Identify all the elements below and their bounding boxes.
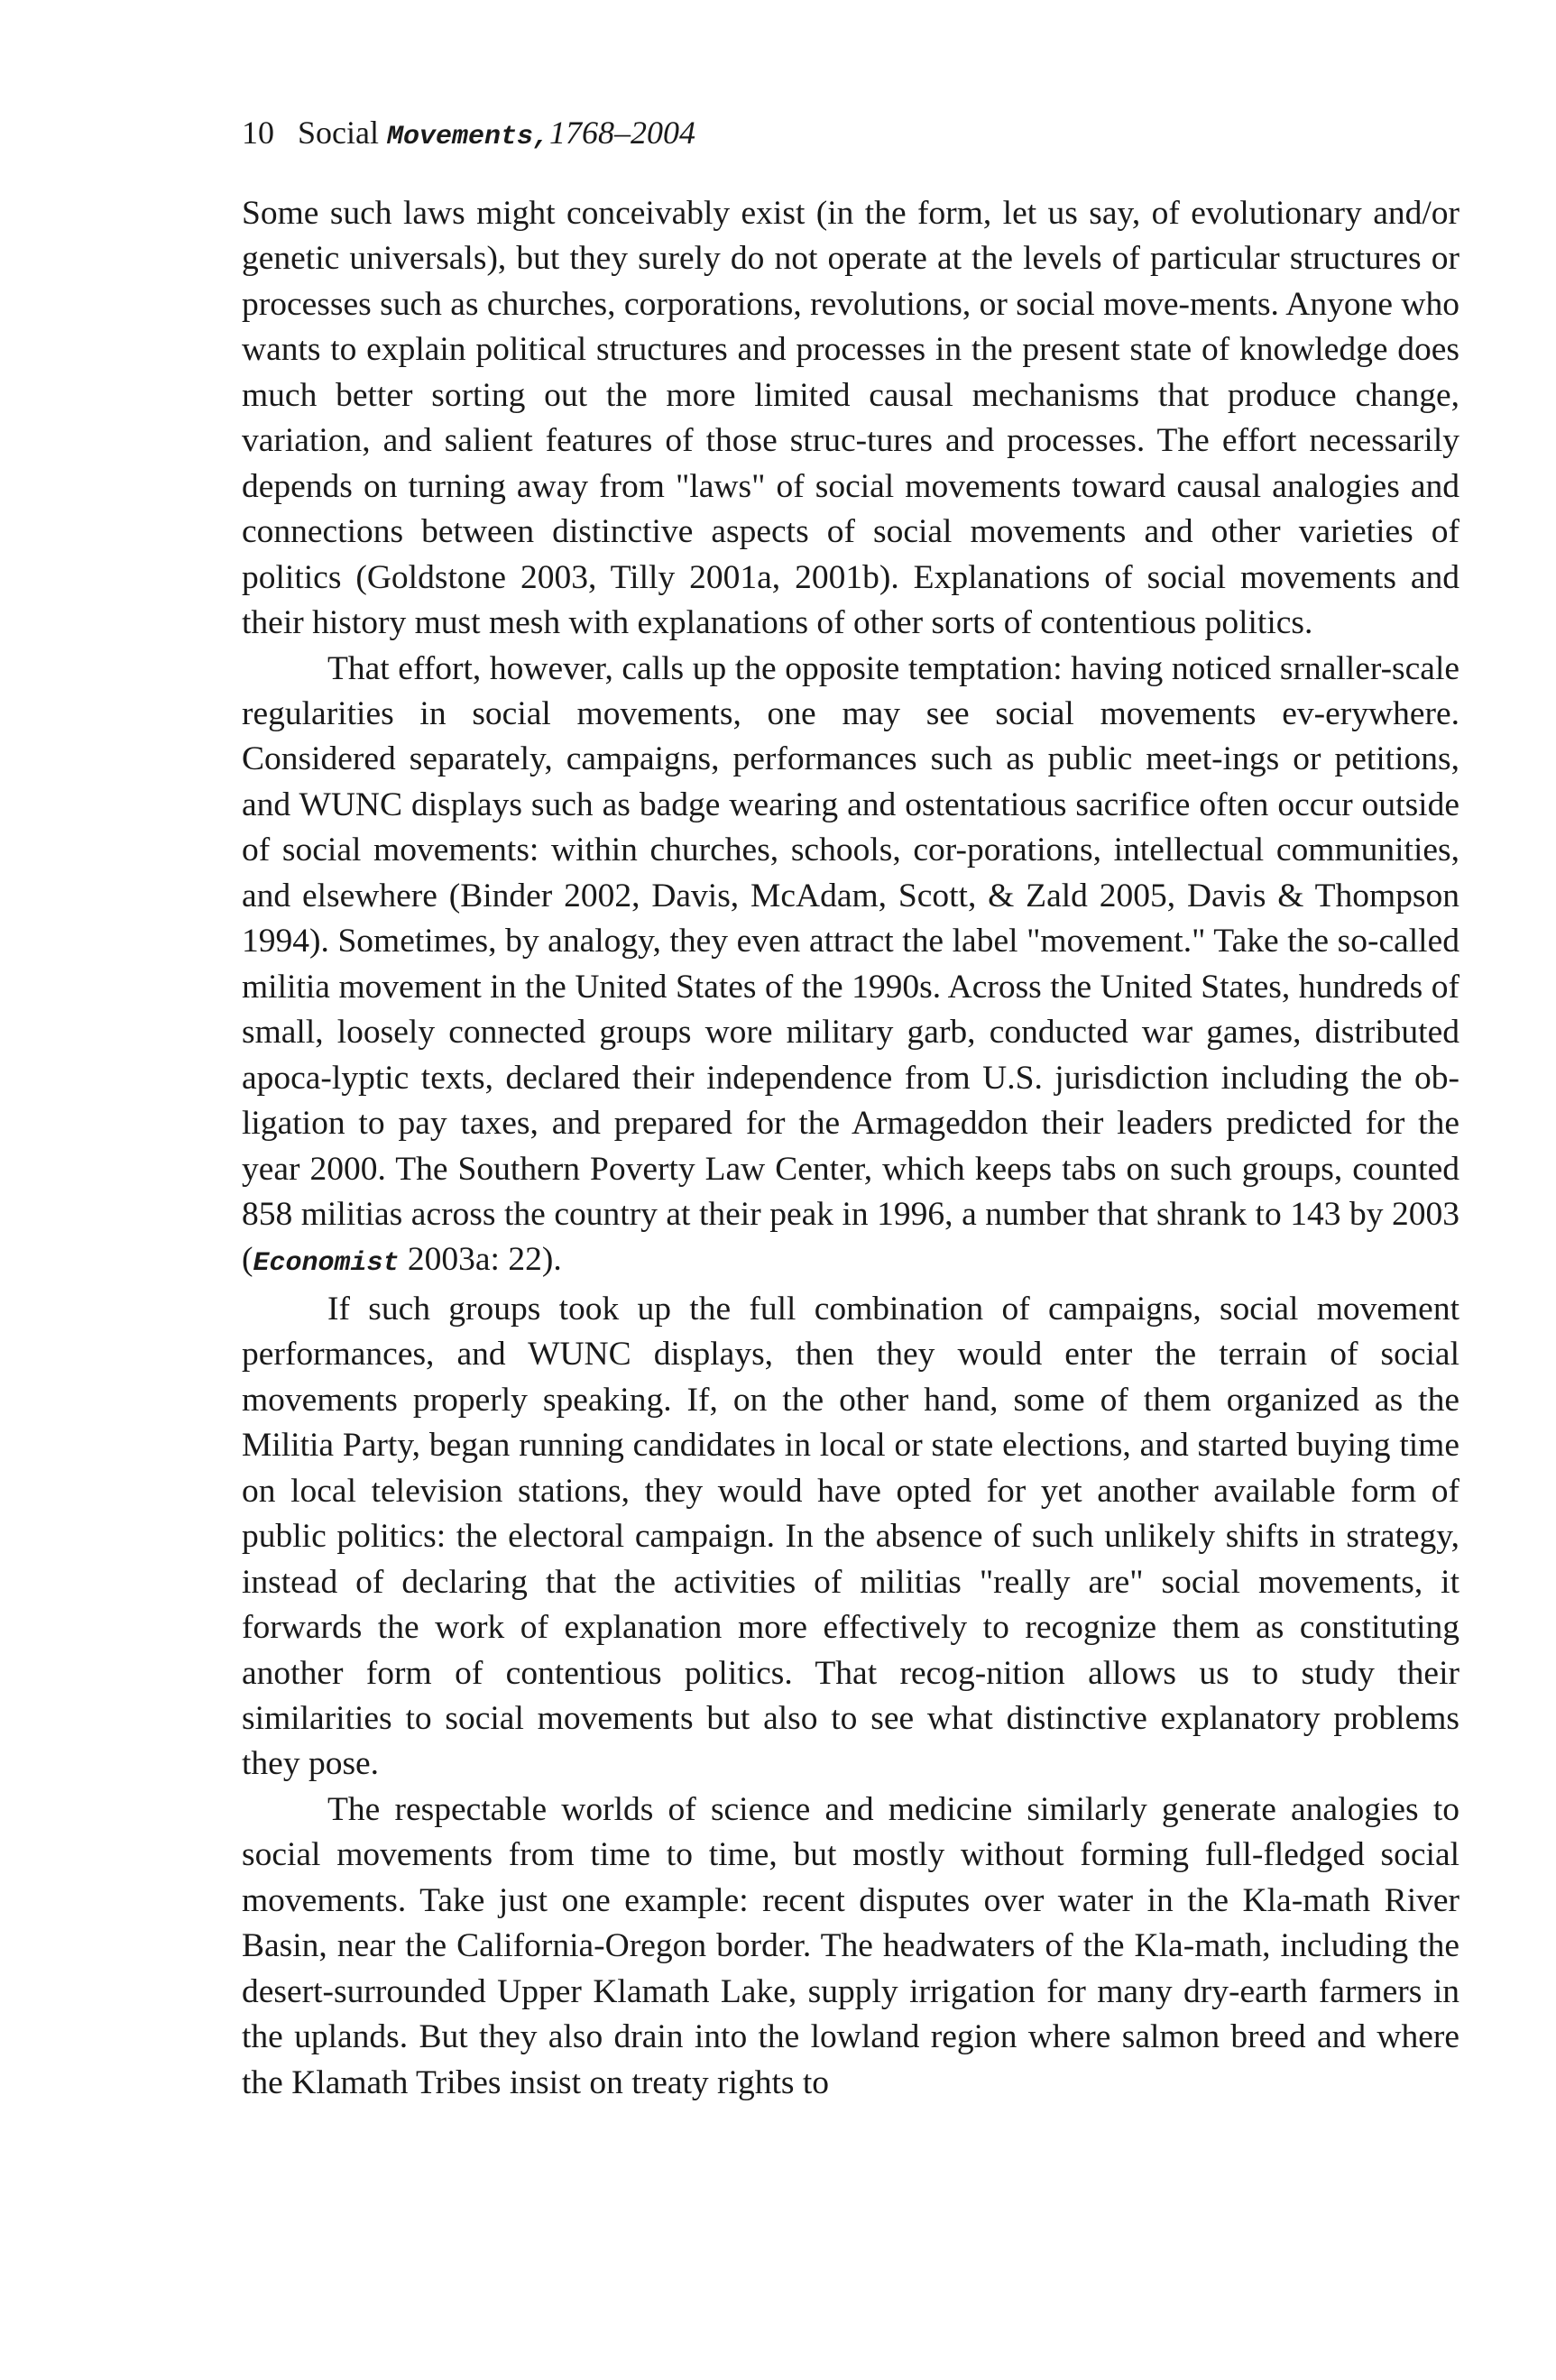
cited-book-title: Economist — [253, 1248, 400, 1280]
text-line: present state of knowledge does much better sorting out the more limited causal — [242, 331, 1460, 414]
text-line: ings or petitions, and WUNC displays such as badge wearing and ostentatious — [242, 740, 1459, 823]
text-line: structures or processes such as churches, corporations, revolutions, or social move- — [242, 240, 1460, 323]
text-line: the year 2000. The Southern Poverty Law Center, which keeps tabs on such groups, — [242, 1105, 1459, 1188]
text-line: Some such laws might conceivably exist (in the form, let us say, of evolutionary — [242, 195, 1362, 232]
text-line: If such groups took up the full combination of campaigns, social movement — [327, 1290, 1459, 1328]
text-line: That effort, however, calls up the opposite temptation: having noticed — [327, 649, 1272, 687]
text-line: porations, intellectual communities, and elsewhere (Binder 2002, Davis, McAdam, — [242, 832, 1459, 914]
text-line: The respectable worlds of science and medicine similarly generate analogies — [327, 1790, 1419, 1828]
text-line: math, including the desert-surrounded Upper Klamath Lake, supply irrigation — [242, 1927, 1459, 2010]
text-line: region where salmon breed and where the Klamath Tribes insist on treaty rights to — [242, 2018, 1460, 2101]
text-line: aspects of social movements and other varieties of politics (Goldstone 2003, Tilly — [242, 513, 1460, 596]
text-line: ligation to pay taxes, and prepared for the Armageddon their leaders predicted for — [242, 1105, 1405, 1143]
text-line: available form of public politics: the electoral campaign. In the absence of such — [242, 1472, 1460, 1556]
text-line: what distinctive explanatory problems they pose. — [242, 1699, 1459, 1783]
paragraph-2 — [242, 647, 1459, 1287]
text-line: shrank to 143 by 2003 ( — [242, 1195, 1459, 1279]
text-line: are" social movements, it forwards the work of explanation more effectively to — [242, 1563, 1460, 1647]
text-line: erywhere. Considered separately, campaigns, performances such as public meet- — [242, 694, 1459, 778]
page-number: 10 — [242, 115, 274, 151]
text-line: unlikely shifts in strategy, instead of declaring that the activities of militias "really — [242, 1518, 1459, 1601]
body-text — [242, 191, 1459, 2106]
book-title-main: Movements, — [386, 122, 550, 152]
paragraph-1 — [242, 191, 1459, 647]
book-title-prefix: Social — [298, 115, 379, 151]
book-title-years: 1768–2004 — [549, 115, 696, 151]
text-line: counted 858 militias across the country at their peak in 1996, a number that — [242, 1150, 1459, 1233]
text-line: srnaller-scale regularities in social movements, one may see social movements ev- — [242, 649, 1460, 732]
text-line: of social movements toward causal analogies and connections between distinctive — [242, 467, 1460, 551]
running-head — [242, 113, 695, 157]
text-line: movements properly speaking. If, on the other hand, some of them organized as — [242, 1381, 1404, 1419]
text-line: Scott, & Zald 2005, Davis & Thompson 1994). Sometimes, by analogy, they — [242, 877, 1460, 960]
text-line: recognize them as constituting another form of contentious politics. That recog- — [242, 1609, 1459, 1692]
text-line: social movements. Take just one example: recent disputes over water in the Kla- — [242, 1836, 1460, 1919]
text-line: sacrifice often occur outside of social movements: within churches, schools, cor- — [242, 786, 1459, 869]
text-line: lyptic texts, declared their independence from U.S. jurisdiction including the ob- — [331, 1059, 1459, 1097]
text-line: connected groups wore military garb, conducted war games, distributed apoca- — [242, 1014, 1459, 1097]
text-line: mechanisms that produce change, variation, and salient features of those struc- — [242, 376, 1460, 460]
text-line: the Militia Party, began running candidates in local or state elections, and started — [242, 1381, 1459, 1465]
text-line: and/or genetic universals), but they surely do not operate at the levels of particular — [242, 195, 1460, 278]
text-line: performances, and WUNC displays, then they would enter the terrain of social — [242, 1336, 1459, 1374]
text-line: ments. Anyone who wants to explain political structures and processes in the — [242, 285, 1459, 369]
text-line: buying time on local television stations, they would have opted for yet another — [242, 1427, 1459, 1510]
text-line: nition allows us to study their similarities to social movements but also to see — [242, 1654, 1459, 1737]
text-line: with explanations of other sorts of contentious politics. — [568, 604, 1313, 642]
text-line: tures and processes. The effort necessarily depends on turning away from "laws" — [242, 422, 1460, 505]
text-line: to social movements from time to time, but mostly without forming full-fledged — [242, 1790, 1459, 1874]
text-line: 2001a, 2001b). Explanations of social movements and their history must mesh — [242, 558, 1460, 642]
text-line: for many dry-earth farmers in the uplands. But they also drain into the lowland — [242, 1972, 1459, 2056]
text-line: math River Basin, near the California-Oregon border. The headwaters of the Kla- — [242, 1881, 1459, 1965]
text-line: 2003a: 22). — [399, 1241, 562, 1279]
text-line: United States of the 1990s. Across the United States, hundreds of small, loosely — [242, 968, 1460, 1052]
paragraph-3 — [242, 1287, 1459, 1787]
text-line: even attract the label "movement." Take the so-called militia movement in the — [242, 923, 1459, 1006]
paragraph-4 — [242, 1787, 1459, 2106]
